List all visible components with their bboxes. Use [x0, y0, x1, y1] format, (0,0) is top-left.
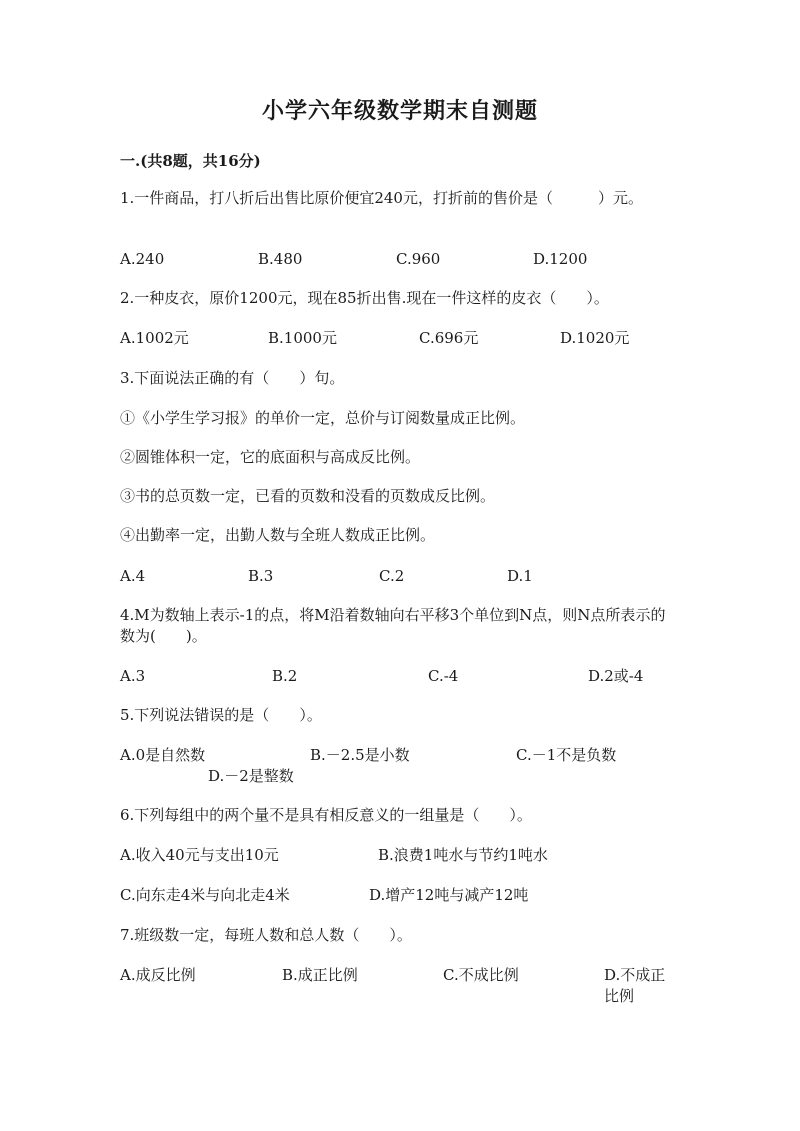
- section-heading: 一.(共8题，共16分): [120, 152, 261, 170]
- question-7: 7.班级数一定，每班人数和总人数（ ）。: [120, 926, 412, 944]
- question-3-option-b: B.3: [248, 567, 274, 585]
- question-1-option-a: A.240: [120, 250, 165, 268]
- question-3-option-a: A.4: [120, 567, 146, 585]
- question-2-option-b: B.1000元: [268, 329, 337, 347]
- question-6-option-a: A.收入40元与支出10元: [120, 846, 279, 864]
- question-2: 2.一种皮衣，原价1200元，现在85折出售.现在一件这样的皮衣（ ）。: [120, 289, 609, 307]
- question-3-statement-1: ①《小学生学习报》的单价一定，总价与订阅数量成正比例。: [120, 409, 526, 427]
- question-5: 5.下列说法错误的是（ ）。: [120, 706, 322, 724]
- question-6-option-d: D.增产12吨与减产12吨: [369, 886, 529, 904]
- question-5-option-c: C.－1不是负数: [516, 746, 617, 764]
- question-3-statement-3: ③书的总页数一定，已看的页数和没看的页数成反比例。: [120, 487, 496, 505]
- question-4-option-d: D.2或-4: [588, 667, 644, 685]
- question-6-option-c: C.向东走4米与向北走4米: [120, 886, 290, 904]
- question-4-option-c: C.-4: [428, 667, 459, 685]
- question-3-statement-4: ④出勤率一定，出勤人数与全班人数成正比例。: [120, 526, 436, 544]
- question-2-option-a: A.1002元: [120, 329, 189, 347]
- question-3-option-c: C.2: [379, 567, 405, 585]
- question-7-option-a: A.成反比例: [120, 966, 196, 984]
- question-3-statement-2: ②圆锥体积一定，它的底面积与高成反比例。: [120, 448, 421, 466]
- question-4: 4.M为数轴上表示-1的点，将M沿着数轴向右平移3个单位到N点，则N点所表示的数为( )。: [120, 606, 666, 645]
- question-7-option-b: B.成正比例: [282, 966, 358, 984]
- question-1-option-d: D.1200: [533, 250, 588, 268]
- question-6-option-b: B.浪费1吨水与节约1吨水: [378, 846, 548, 864]
- question-5-option-d: D.－2是整数: [208, 767, 294, 785]
- question-4-option-b: B.2: [272, 667, 298, 685]
- question-3: 3.下面说法正确的有（ ）句。: [120, 369, 345, 387]
- page-title: 小学六年级数学期末自测题: [261, 98, 538, 124]
- question-3-option-d: D.1: [507, 567, 533, 585]
- question-5-option-b: B.－2.5是小数: [310, 746, 410, 764]
- question-1: 1.一件商品，打八折后出售比原价便宜240元，打折前的售价是（ ）元。: [120, 189, 643, 207]
- question-7-option-d: D.不成正比例: [604, 966, 666, 1005]
- question-1-option-b: B.480: [258, 250, 303, 268]
- question-7-option-c: C.不成比例: [443, 966, 519, 984]
- question-6: 6.下列每组中的两个量不是具有相反意义的一组量是（ ）。: [120, 806, 532, 824]
- question-2-option-d: D.1020元: [560, 329, 630, 347]
- question-4-option-a: A.3: [120, 667, 146, 685]
- question-5-option-a: A.0是自然数: [120, 746, 206, 764]
- question-1-option-c: C.960: [396, 250, 441, 268]
- question-2-option-c: C.696元: [419, 329, 479, 347]
